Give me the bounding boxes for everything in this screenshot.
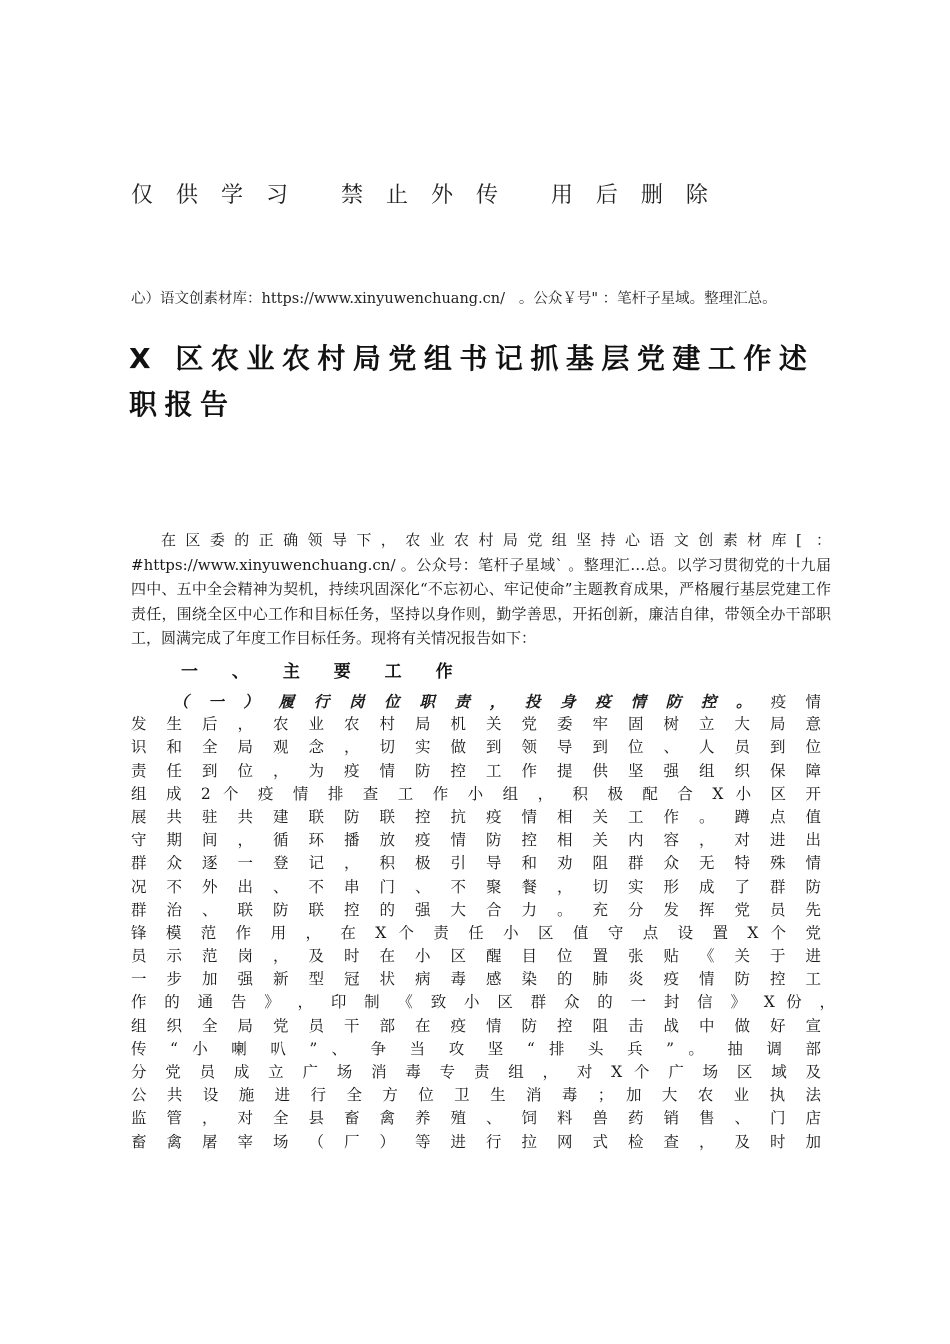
paragraph-line: 发 生 后 ， 农 业 农 村 局 机 关 党 委 牢 固 树 立 大 局 意 xyxy=(131,715,821,734)
paragraph-line: 畜 禽 屠 宰 场 （ 厂 ） 等 进 行 拉 网 式 检 查 ， 及 时 加 xyxy=(131,1132,821,1151)
paragraph-line: 守 期 间 ， 循 环 播 放 疫 情 防 控 相 关 内 容 ， 对 进 出 xyxy=(131,831,821,850)
paragraph-line: 群 众 逐 一 登 记 ， 积 极 引 导 和 劝 阻 群 众 无 特 殊 情 xyxy=(131,854,821,873)
paragraph-line: 责 任 到 位 ， 为 疫 情 防 控 工 作 提 供 坚 强 组 织 保 障 xyxy=(131,761,821,780)
paragraph-line: 一 步 加 强 新 型 冠 状 病 毒 感 染 的 肺 炎 疫 情 防 控 工 xyxy=(131,970,821,989)
paragraph-line: 作 的 通 告 》 ， 印 制 《 致 小 区 群 众 的 一 封 信 》 X 份 ， xyxy=(131,993,835,1012)
section-heading: 一 、 主 要 工 作 xyxy=(181,662,467,682)
paragraph-line: 传 “ 小 喇 叭 ” 、 争 当 攻 坚 “ 排 头 兵 ” 。 抽 调 部 xyxy=(131,1039,821,1058)
paragraph-line: 监 管 ， 对 全 县 畜 禽 养 殖 、 饲 料 兽 药 销 售 、 门 店 xyxy=(131,1109,821,1128)
paragraph-line xyxy=(131,690,821,713)
body-paragraph xyxy=(131,690,835,1154)
paragraph-line: 组 成 2 个 疫 情 排 查 工 作 小 组 ， 积 极 配 合 X 小 区 开 xyxy=(131,784,821,803)
paragraph-line: 分 党 员 成 立 广 场 消 毒 专 责 组 ， 对 X 个 广 场 区 域 及 xyxy=(131,1063,821,1081)
paragraph-line: 群 治 、 联 防 联 控 的 强 大 合 力 。 充 分 发 挥 党 员 先 xyxy=(131,900,821,919)
paragraph-line: 员 示 范 岗 ， 及 时 在 小 区 醒 目 位 置 张 贴 《 关 于 进 xyxy=(131,947,821,966)
paragraph-line: 识 和 全 局 观 念 ， 切 实 做 到 领 导 到 位 、 人 员 到 位 xyxy=(131,738,821,757)
paragraph-line: 公 共 设 施 进 行 全 方 位 卫 生 消 毒 ； 加 大 农 业 执 法 xyxy=(131,1086,821,1105)
paragraph-line: 组 织 全 局 党 员 干 部 在 疫 情 防 控 阻 击 战 中 做 好 宣 xyxy=(131,1016,821,1035)
paragraph-line-text: 疫 情 xyxy=(770,693,821,711)
paragraph-line: 展 共 驻 共 建 联 防 联 控 抗 疫 情 相 关 工 作 。 蹲 点 值 xyxy=(131,807,821,826)
paragraph-heading: （ 一 ） 履 行 岗 位 职 责 ， 投 身 疫 情 防 控 。 xyxy=(173,692,759,711)
paragraph-line: 况 不 外 出 、 不 串 门 、 不 聚 餐 ， 切 实 形 成 了 群 防 xyxy=(131,877,821,896)
intro-paragraph: 在区委的正确领导下，农业农村局党组坚持心语文创素材库[ ：#https://www.xinyuwenchuang.cn/ 。公众号：笔杆子星域` 。整理汇…总。以学习贯彻党的十九届四中、五中全会精神为契机，持续巩固深化“不忘初心、牢记使命”主题教育成果，严格履行基层党建工作责任，围绕全区中心工作和目标任务，坚持以身作则，勤学善思，开拓创新，廉洁自律，带领全办干部职工，圆满完成了年度工作目标任务。现将有关情况报告如下： xyxy=(131,531,831,647)
paragraph-line: 锋 模 范 作 用 ， 在 X 个 责 任 小 区 值 守 点 设 置 X 个 党 xyxy=(131,923,821,942)
document-title: X 区农业农村局党组书记抓基层党建工作述职报告 xyxy=(129,342,815,421)
watermark-notice: 仅 供 学 习 禁 止 外 传 用 后 删 除 xyxy=(131,183,716,208)
source-line: 心）语文创素材库：https://www.xinyuwenchuang.cn/ 。公众￥号" ：笔杆子星域。整理汇总。 xyxy=(131,291,777,307)
